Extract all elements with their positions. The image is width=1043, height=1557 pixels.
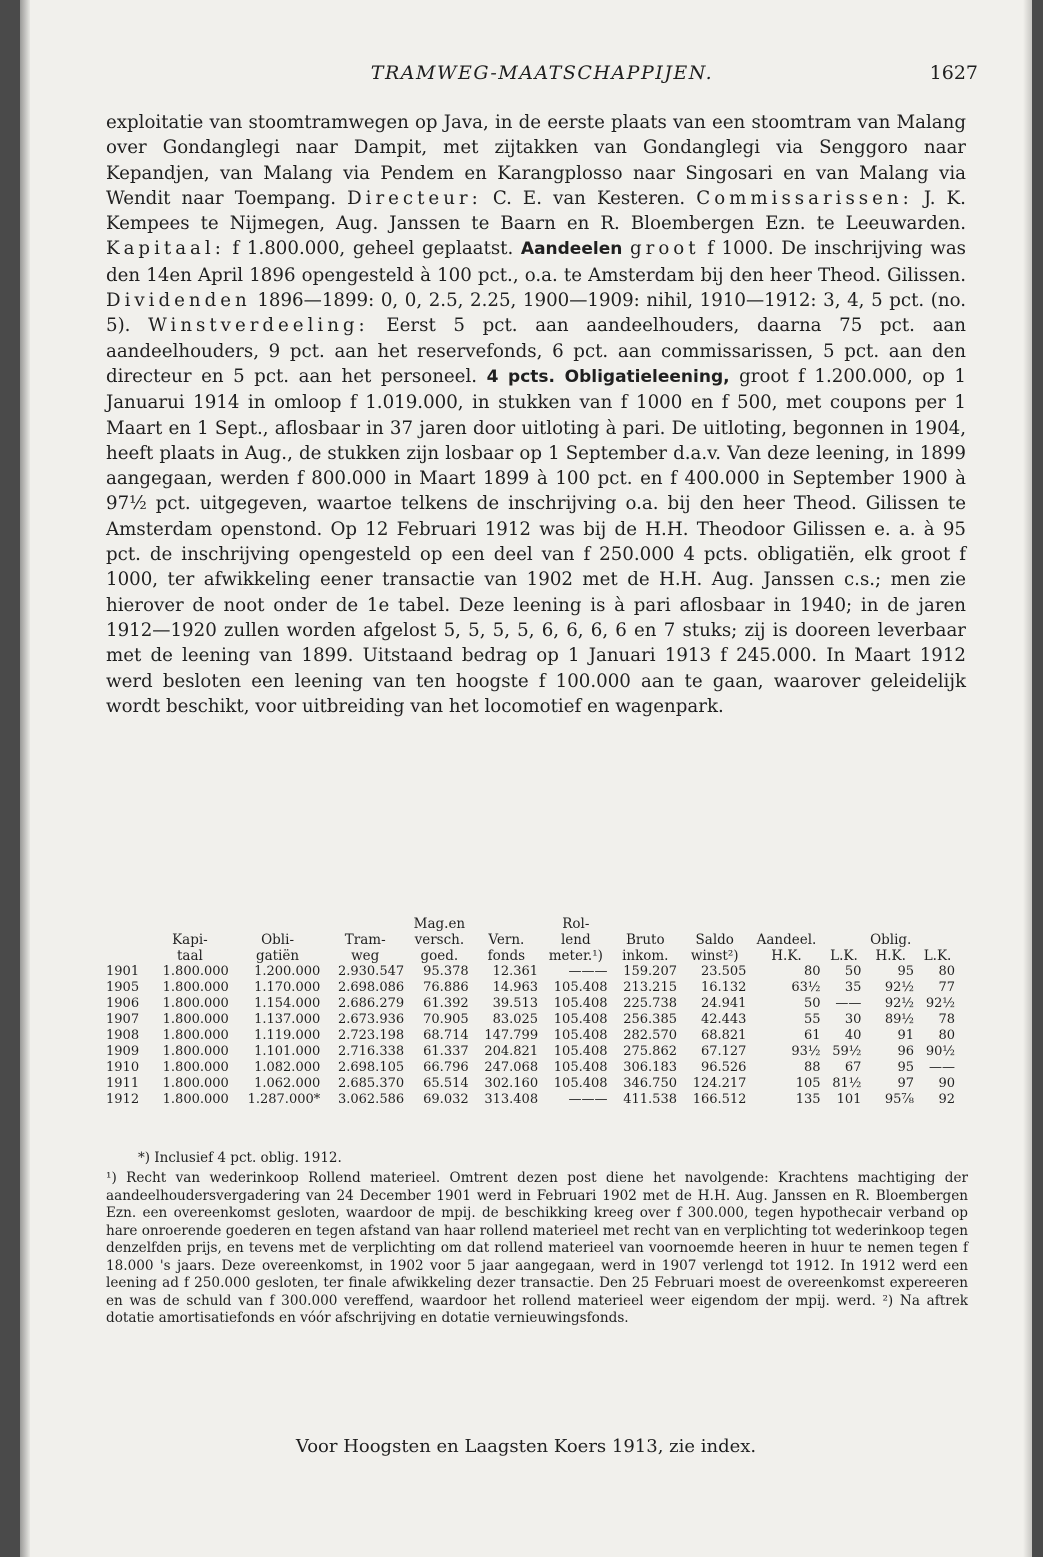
table-cell: 65.514 xyxy=(423,1076,469,1091)
table-cell: 1.170.000 xyxy=(254,980,321,995)
winstverdeeling-value: Eerst 5 pct. aan aandeelhouders, daarna 75 pct. aan aandeelhouders, 9 pct. aan het reservefonds, 6 pct. aan commissarissen, 5 pct. aan den directeur en 5 pct. aan het personeel. xyxy=(106,315,966,387)
column-header: Obli- gatiën xyxy=(255,932,300,964)
table-cell: 89½ xyxy=(884,1012,915,1027)
table-cell: 55 xyxy=(803,1012,821,1027)
table-row xyxy=(106,1012,958,1028)
row-year: 1908 xyxy=(106,1028,140,1043)
row-year: 1907 xyxy=(106,1012,140,1027)
row-year: 1911 xyxy=(106,1076,140,1091)
table-cell: 67.127 xyxy=(700,1044,747,1059)
table-cell: 61.337 xyxy=(423,1044,469,1059)
label-directeur: Directeur: xyxy=(347,187,482,209)
obligatieleening-value: groot f 1.200.000, op 1 Januarui 1914 in omloop f 1.019.000, in stukken van f 1000 en f 500, met coupons per 1 Maart en 1 Sept., aflosbaar in 37 jaren door uitloting à pari. De uitloting, begonnen in 1904, heeft plaats in Aug., de stukken zijn losbaar op 1 September d.a.v. Van deze leening, in 1899 aangegaan, werden f 800.000 in Maart 1899 à 100 pct. en f 400.000 in September 1900 à 97½ pct. uitgegeven, waartoe telkens de inschrijving o.a. bij den heer Theod. Gilissen te Amsterdam openstond. Op 12 Februari 1912 was bij de H.H. Theodoor Gilissen e. a. à 95 pct. de inschrijving opengesteld op een deel van f 250.000 4 pcts. obligatiën, elk groot f 1000, ter afwikkeling eener transactie van 1902 met de H.H. Aug. Janssen c.s.; men zie hierover de noot onder de 1e tabel. Deze leening is à pari aflosbaar in 1940; in de jaren 1912—1920 zullen worden afgelost 5, 5, 5, 5, 6, 6, 6, 6 en 7 stuks; zij is dooreen leverbaar met de leening van 1899. Uitstaand bedrag op 1 Januari 1913 f 245.000. In Maart 1912 werd besloten een leening van ten hoogste f 100.000 aan te gaan, waarover geleidelijk wordt beschikt, voor uitbreiding van het locomotief en wagenpark. xyxy=(106,365,966,717)
table-cell: 275.862 xyxy=(623,1044,677,1059)
table-cell: 147.799 xyxy=(484,1028,539,1043)
table-cell: 90 xyxy=(938,1076,955,1091)
table-cell: 2.685.370 xyxy=(337,1076,405,1091)
table-cell: 35 xyxy=(844,980,862,995)
table-cell: 80 xyxy=(938,1028,955,1043)
table-cell: 1.800.000 xyxy=(162,1076,229,1091)
table-cell: 93½ xyxy=(791,1044,821,1059)
row-year: 1909 xyxy=(106,1044,140,1059)
label-kapitaal: Kapitaal: xyxy=(106,238,225,260)
table-row xyxy=(106,1092,958,1108)
kapitaal-value: f 1.800.000, geheel geplaatst. xyxy=(232,238,514,260)
table-cell: 95 xyxy=(897,1060,915,1075)
table-cell: 247.068 xyxy=(484,1060,539,1075)
table-cell: 256.385 xyxy=(623,1012,677,1027)
table-body xyxy=(106,964,958,1108)
table-cell: 105.408 xyxy=(553,996,608,1011)
column-header: Kapi- taal xyxy=(172,932,208,964)
table-cell: 30 xyxy=(844,1012,862,1027)
table-cell: 63½ xyxy=(791,980,821,995)
commissarissen-value: J. K. Kempees te Nijmegen, Aug. Janssen te Baarn en R. Bloembergen Ezn. te Leeuwarden. xyxy=(106,187,966,235)
row-year: 1905 xyxy=(106,980,140,995)
table-cell: 39.513 xyxy=(492,996,539,1011)
table-cell: 1.137.000 xyxy=(254,1012,321,1027)
table-cell: 3.062.586 xyxy=(337,1092,405,1107)
column-header: Mag.en versch. goed. xyxy=(413,916,466,964)
table-cell: 105.408 xyxy=(553,1012,608,1027)
table-cell: 135 xyxy=(795,1092,821,1107)
table-cell: 92½ xyxy=(925,996,955,1011)
table-cell: 76.886 xyxy=(423,980,469,995)
table-cell: 88 xyxy=(803,1060,821,1075)
table-cell: 2.723.198 xyxy=(337,1028,405,1043)
column-header: Rol- lend meter.¹) xyxy=(548,916,603,964)
table-cell: 124.217 xyxy=(692,1076,747,1091)
running-title: TRAMWEG-MAATSCHAPPIJEN. xyxy=(370,62,714,84)
table-cell: 313.408 xyxy=(484,1092,539,1107)
table-cell: 2.673.936 xyxy=(337,1012,405,1027)
table-cell: —— xyxy=(835,996,862,1011)
column-header: L.K. xyxy=(830,948,858,964)
table-cell: 1.200.000 xyxy=(254,964,321,979)
table-cell: 23.505 xyxy=(700,964,747,979)
financial-table xyxy=(106,916,958,1108)
row-year: 1901 xyxy=(106,964,140,979)
table-cell: 1.800.000 xyxy=(162,980,229,995)
row-year: 1906 xyxy=(106,996,140,1011)
table-cell: 81½ xyxy=(832,1076,862,1091)
column-header: Oblig. H.K. xyxy=(870,932,912,964)
footer-reference: Voor Hoogsten en Laagsten Koers 1913, zie index. xyxy=(295,1436,757,1457)
table-cell: 1.800.000 xyxy=(162,1028,229,1043)
table-cell: 70.905 xyxy=(423,1012,469,1027)
table-row xyxy=(106,1044,958,1060)
table-cell: 77 xyxy=(938,980,955,995)
book-page xyxy=(20,0,1032,1557)
table-cell: 68.821 xyxy=(700,1028,747,1043)
table-cell: 1.154.000 xyxy=(254,996,321,1011)
row-year: 1912 xyxy=(106,1092,140,1107)
column-header: Aandeel. H.K. xyxy=(756,932,817,964)
table-cell: 14.963 xyxy=(492,980,539,995)
table-cell: ——— xyxy=(568,964,608,979)
table-cell: 1.800.000 xyxy=(162,1092,229,1107)
column-header: L.K. xyxy=(923,948,952,964)
table-cell: 1.800.000 xyxy=(162,1060,229,1075)
table-row xyxy=(106,980,958,996)
page-number: 1627 xyxy=(929,62,978,84)
table-cell: 1.800.000 xyxy=(162,1044,229,1059)
table-cell: 40 xyxy=(844,1028,862,1043)
table-cell: 42.443 xyxy=(700,1012,747,1027)
table-cell: 346.750 xyxy=(623,1076,677,1091)
column-header xyxy=(106,916,148,964)
table-note: *) Inclusief 4 pct. oblig. 1912. xyxy=(138,1150,342,1166)
table-cell: 68.714 xyxy=(423,1028,469,1043)
table-cell: 92½ xyxy=(884,980,915,995)
label-commissarissen: Commissarissen: xyxy=(696,187,913,209)
table-row xyxy=(106,1028,958,1044)
table-cell: 204.821 xyxy=(484,1044,539,1059)
table-cell: 225.738 xyxy=(623,996,677,1011)
table-cell: 80 xyxy=(938,964,955,979)
page-header xyxy=(106,62,978,92)
table-cell: 282.570 xyxy=(623,1028,677,1043)
table-cell: 2.698.086 xyxy=(337,980,405,995)
column-header: Vern. fonds xyxy=(487,932,526,964)
table-cell: 90½ xyxy=(925,1044,955,1059)
table-cell: 2.716.338 xyxy=(337,1044,405,1059)
table-cell: 1.082.000 xyxy=(254,1060,321,1075)
directeur-value: C. E. van Kesteren. xyxy=(492,187,686,209)
table-cell: 306.183 xyxy=(623,1060,677,1075)
table-cell: 101 xyxy=(836,1092,862,1107)
table-row xyxy=(106,964,958,980)
label-winstverdeeling: Winstverdeeling: xyxy=(148,315,369,337)
table-cell: 1.800.000 xyxy=(162,996,229,1011)
table-header-row xyxy=(106,916,958,964)
table-cell: 105.408 xyxy=(553,1076,608,1091)
table-cell: 213.215 xyxy=(623,980,677,995)
table-row xyxy=(106,1076,958,1092)
table-cell: 1.800.000 xyxy=(162,1012,229,1027)
table-cell: 69.032 xyxy=(423,1092,469,1107)
table-cell: 67 xyxy=(844,1060,862,1075)
table-cell: 61.392 xyxy=(423,996,469,1011)
company-description xyxy=(106,110,966,719)
label-aandeelen: Aandeelen xyxy=(520,239,623,260)
table-cell: 2.930.547 xyxy=(337,964,405,979)
table-cell: 61 xyxy=(803,1028,821,1043)
table-cell: —— xyxy=(929,1060,955,1075)
table-cell: 105 xyxy=(795,1076,821,1091)
table-cell: 59½ xyxy=(832,1044,862,1059)
table-cell: 105.408 xyxy=(553,1044,608,1059)
column-header: Tram- weg xyxy=(344,932,386,964)
table-cell: 1.062.000 xyxy=(254,1076,321,1091)
label-groot: groot xyxy=(629,238,700,260)
table-cell: 166.512 xyxy=(692,1092,747,1107)
intro-paragraph: exploitatie van stoomtramwegen op Java, in de eerste plaats van een stoomtram van Malang over Gondanglegi naar Dampit, met zijtakken van Gondanglegi via Senggoro naar Kepandjen, van Malang via Pendem en Karangplosso naar Singosari en van Malang via Wendit naar Toempang. xyxy=(106,112,966,209)
table-cell: 105.408 xyxy=(553,980,608,995)
row-year: 1910 xyxy=(106,1060,140,1075)
table-cell: 92 xyxy=(938,1092,955,1107)
table-cell: 2.698.105 xyxy=(337,1060,405,1075)
table-cell: 66.796 xyxy=(423,1060,469,1075)
column-header: Bruto inkom. xyxy=(622,932,669,964)
table-cell: 24.941 xyxy=(700,996,747,1011)
table-cell: 411.538 xyxy=(623,1092,677,1107)
table-cell: ——— xyxy=(568,1092,608,1107)
table-cell: 50 xyxy=(803,996,821,1011)
table-cell: 159.207 xyxy=(623,964,677,979)
table-cell: 95⅞ xyxy=(884,1092,915,1107)
table-cell: 78 xyxy=(938,1012,955,1027)
aandeelen-value: f 1000. De inschrijving was den 14en April 1896 opengesteld à 100 pct., o.a. te Amsterdam bij den heer Theod. Gilissen. xyxy=(106,238,966,286)
table-cell: 80 xyxy=(803,964,821,979)
table-cell: 12.361 xyxy=(492,964,539,979)
table-cell: 50 xyxy=(844,964,862,979)
table-cell: 91 xyxy=(897,1028,915,1043)
table-cell: 1.287.000* xyxy=(247,1092,321,1107)
dividenden-value: 1896—1899: 0, 0, 2.5, 2.25, 1900—1909: nihil, 1910—1912: 3, 4, 5 pct. (no. 5). xyxy=(106,290,966,337)
table-cell: 105.408 xyxy=(553,1028,608,1043)
label-dividenden: Dividenden xyxy=(106,290,251,312)
table-cell: 92½ xyxy=(884,996,915,1011)
table-cell: 95.378 xyxy=(423,964,469,979)
table-cell: 96.526 xyxy=(700,1060,747,1075)
table-cell: 16.132 xyxy=(700,980,747,995)
table-row xyxy=(106,1060,958,1076)
table-cell: 96 xyxy=(897,1044,915,1059)
column-header: Saldo winst²) xyxy=(690,932,739,964)
table-cell: 1.119.000 xyxy=(254,1028,321,1043)
footnote: ¹) Recht van wederinkoop Rollend materieel. Omtrent dezen post diene het navolgende: Krachtens machtiging der aandeelhoudersvergadering van 24 December 1901 werd in Februari 1902 met de H.H. Aug. Janssen en R. Bloembergen Ezn. een overeenkomst gesloten, waardoor de mpij. de beschikking kreeg over f 300.000, tegen hypothecair verband op hare onroerende goederen en tegen afstand van haar rollend materieel met recht van en verplichting tot wederinkoop tegen denzelfden prijs, en tevens met de verplichting om dat rollend materieel van voornoemde heeren in huur te nemen tegen f 18.000 's jaars. Deze overeenkomst, in 1902 voor 5 jaar aangegaan, werd in 1907 verlengd tot 1912. In 1912 werd een leening ad f 250.000 gesloten, ter finale afwikkeling dezer transactie. Den 25 Februari moest de overeenkomst expereeren en was de schuld van f 300.000 vereffend, waardoor het rollend materieel weer eigendom der mpij. werd. ²) Na aftrek dotatie amortisatiefonds en vóór afschrijving en dotatie vernieuwingsfonds. xyxy=(106,1170,968,1326)
table-cell: 97 xyxy=(897,1076,915,1091)
table-row xyxy=(106,996,958,1012)
table-cell: 302.160 xyxy=(484,1076,539,1091)
table-cell: 2.686.279 xyxy=(337,996,405,1011)
table-cell: 95 xyxy=(897,964,915,979)
table-cell: 1.101.000 xyxy=(254,1044,321,1059)
table-cell: 105.408 xyxy=(553,1060,608,1075)
table-cell: 1.800.000 xyxy=(162,964,229,979)
table-cell: 83.025 xyxy=(492,1012,539,1027)
label-obligatieleening: 4 pcts. Obligatieleening, xyxy=(486,366,730,387)
